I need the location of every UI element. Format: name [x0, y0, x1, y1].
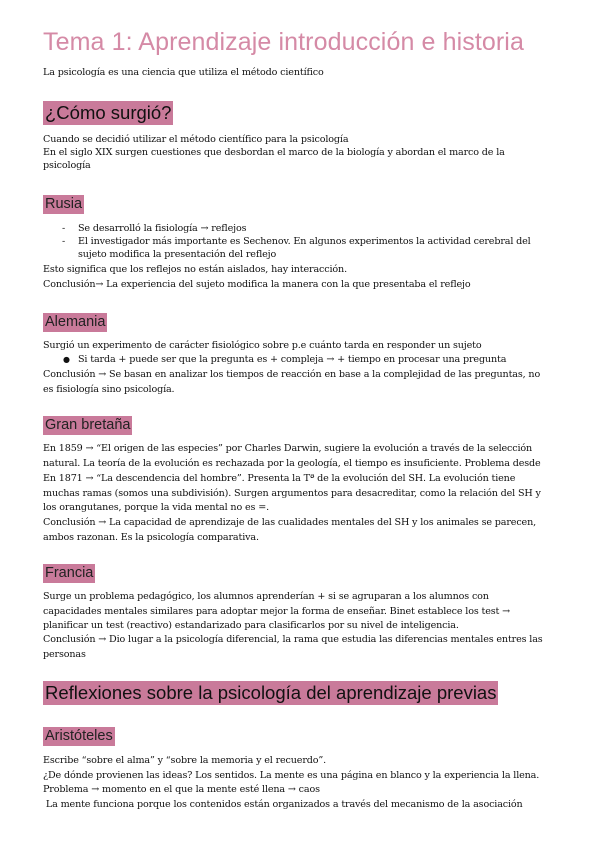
paragraph-line: planificar un test (reactivo) estandarizado para clasificarlos por su nivel de inteligencia. — [43, 620, 459, 631]
intro-text: La psicología es una ciencia que utiliza el método científico — [43, 67, 324, 78]
paragraph-line: ambos razonan. Es la psicología comparativa. — [43, 532, 259, 543]
paragraph-line: Conclusión → Dio lugar a la psicología diferencial, la rama que estudia las diferencias mentales entres las — [43, 634, 543, 645]
list-item: El investigador más importante es Sechenov. En algunos experimentos la actividad cerebral del — [78, 236, 531, 247]
paragraph-line: En 1871 → “La descendencia del hombre”. Presenta la Tª de la evolución del SH. La evolución tiene — [43, 473, 516, 484]
paragraph-line: Conclusión → La capacidad de aprendizaje de las cualidades mentales del SH y los animales se parecen, — [43, 517, 537, 528]
paragraph-line: psicología — [43, 160, 91, 171]
paragraph-line: En 1859 → “El origen de las especies” por Charles Darwin, sugiere la evolución a través de la selección — [43, 443, 533, 454]
paragraph-line: Esto significa que los reflejos no están aislados, hay interacción. — [43, 264, 347, 275]
heading-aristoteles: Aristóteles — [45, 728, 113, 744]
paragraph-line: los orangutanes, porque la vida mental no es =. — [43, 502, 269, 513]
paragraph-line: Escribe “sobre el alma” y “sobre la memoria y el recuerdo”. — [43, 755, 327, 766]
paragraph-line: En el siglo XIX surgen cuestiones que desbordan el marco de la biología y abordan el marco de la — [43, 147, 505, 158]
paragraph-line: natural. La teoría de la evolución es rechazada por la geología, el tiempo es insuficiente. Problema desde — [43, 458, 541, 469]
heading-francia: Francia — [45, 565, 94, 581]
dash-bullet-icon: - — [62, 223, 66, 234]
paragraph-line: Problema → momento en el que la mente esté llena → caos — [43, 784, 320, 795]
paragraph-line: Surge un problema pedagógico, los alumnos aprenderían + si se agruparan a los alumnos con — [43, 591, 489, 602]
paragraph-line: La mente funciona porque los contenidos están organizados a través del mecanismo de la asociación — [43, 799, 523, 810]
list-item: Se desarrolló la fisiología → reflejos — [78, 223, 247, 234]
paragraph-line: Cuando se decidió utilizar el método científico para la psicología — [43, 134, 349, 145]
paragraph-line: ¿De dónde provienen las ideas? Los sentidos. La mente es una página en blanco y la experiencia la llena. — [43, 770, 540, 781]
paragraph-line: capacidades mentales similares para adoptar mejor la forma de enseñar. Binet establece los test → — [43, 606, 511, 617]
heading-alemania: Alemania — [45, 314, 106, 330]
list-item-continuation: sujeto modifica la presentación del reflejo — [78, 249, 277, 260]
dot-bullet-icon: ● — [63, 355, 70, 364]
paragraph-line: muchas ramas (somos una subdivisión). Surgen argumentos para desacreditar, como la relación del SH y — [43, 488, 541, 499]
heading-rusia: Rusia — [45, 196, 83, 212]
paragraph-line: Conclusión→ La experiencia del sujeto modifica la manera con la que presentaba el reflejo — [43, 279, 471, 290]
heading-reflexiones: Reflexiones sobre la psicología del aprendizaje previas — [45, 682, 497, 703]
list-item: Si tarda + puede ser que la pregunta es + compleja → + tiempo en procesar una pregunta — [78, 354, 507, 365]
heading-gran-bretana: Gran bretaña — [45, 417, 131, 433]
dash-bullet-icon: - — [62, 236, 66, 247]
heading-como-surgio: ¿Cómo surgió? — [45, 102, 172, 123]
paragraph-line: Conclusión → Se basan en analizar los tiempos de reacción en base a la complejidad de las preguntas, no — [43, 369, 541, 380]
paragraph-line: Surgió un experimento de carácter fisiológico sobre p.e cuánto tarda en responder un sujeto — [43, 340, 482, 351]
paragraph-line: es fisiología sino psicología. — [43, 384, 175, 395]
page-title: Tema 1: Aprendizaje introducción e historia — [43, 28, 524, 56]
paragraph-line: personas — [43, 649, 86, 660]
